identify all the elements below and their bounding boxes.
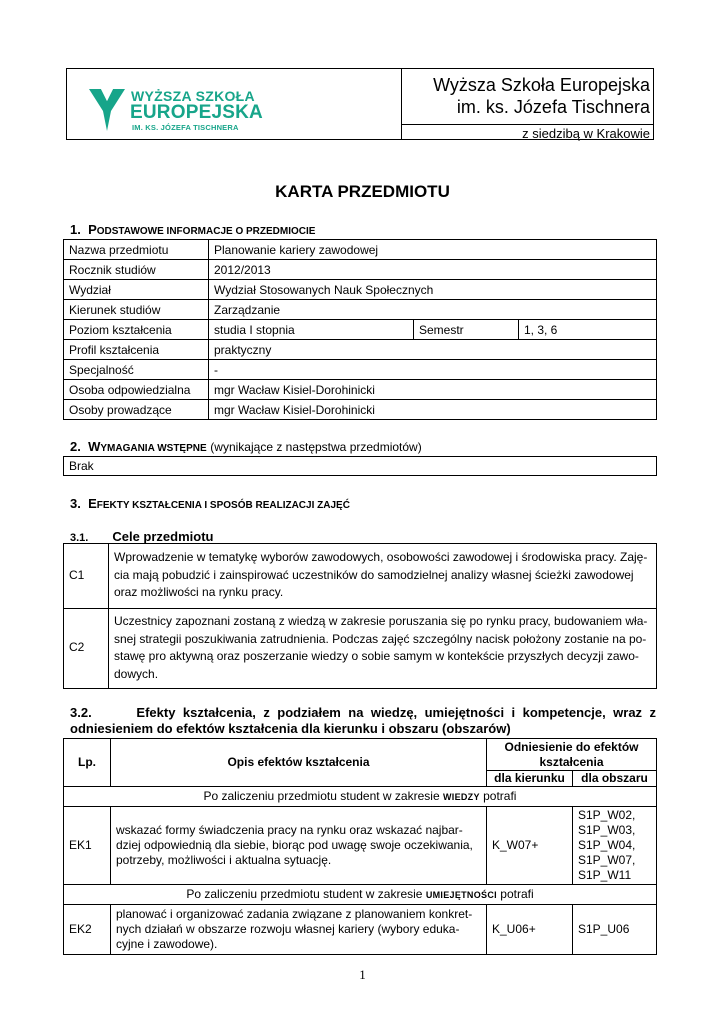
header-box	[66, 68, 654, 140]
table-row: EK1 wskazać formy świadczenia pracy na rynku oraz wskazać najbar- dziej odpowiednią dla siebie, biorąc pod uwagę swoje oczekiwania, potrzeby, możliwości i aktualna sytuację. K_W07+ S1P_W02, S1P_W03, S1P_W04, S1P_W07, S1P_W11	[64, 807, 657, 885]
outcomes-table	[63, 738, 657, 955]
logo-mark-icon	[87, 87, 127, 131]
section1-heading: 1. PODSTAWOWE INFORMACJE O PRZEDMIOCIE	[70, 222, 316, 237]
section3-heading: 3. EFEKTY KSZTAŁCENIA I SPOSÓB REALIZACJI ZAJĘĆ	[70, 496, 350, 511]
table-row: C2 Uczestnicy zapoznani zostaną z wiedzą w zakresie poruszania się po rynku pracy, budowaniem wła- snej strategii poszukiwania zatrudnienia. Podczas zajęć szczególny nacisk położony zostanie na po- stawę pro aktywną oraz poszerzanie wiedzy o sobie samym w kontekście przyszłych decyzji zawo- dowych.	[64, 609, 657, 689]
table-row: Poziom kształcenia studia I stopnia Semestr 1, 3, 6	[64, 320, 657, 340]
basic-info-table	[63, 239, 657, 420]
logo-line1: WYŻSZA SZKOŁA	[131, 88, 255, 104]
table-row: Lp. Opis efektów kształcenia Odniesienie do efektów kształcenia	[64, 739, 657, 771]
table-row: Po zaliczeniu przedmiotu student w zakresie WIEDZY potrafi	[64, 787, 657, 807]
logo	[87, 83, 287, 133]
section2-heading: 2. WYMAGANIA WSTĘPNE (wynikające z następstwa przedmiotów)	[70, 439, 422, 454]
table-row: Osoby prowadzące mgr Wacław Kisiel-Dorohinicki	[64, 400, 657, 420]
section32-heading: 3.2. Efekty kształcenia, z podziałem na wiedzę, umiejętności i kompetencje, wraz z odniesieniem do efektów kształcenia dla kierunku i obszaru (obszarów)	[70, 705, 656, 736]
university-name-line2: im. ks. Józefa Tischnera	[456, 97, 650, 117]
table-row: Wydział Wydział Stosowanych Nauk Społecznych	[64, 280, 657, 300]
goals-table	[63, 543, 657, 689]
table-row: dla kierunku dla obszaru	[64, 771, 657, 787]
table-row: Po zaliczeniu przedmiotu student w zakresie UMIEJĘTNOŚCI potrafi	[64, 885, 657, 905]
page-number: 1	[359, 967, 366, 982]
table-row: EK2 planować i organizować zadania związane z planowaniem konkret- nych działań w obszarze rozwoju własnej kariery (wybory eduka- cyjne i zawodowe). K_U06+ S1P_U06	[64, 905, 657, 955]
section31-heading: 3.1. Cele przedmiotu	[70, 529, 214, 544]
table-row: Specjalność -	[64, 360, 657, 380]
logo-line3: IM. KS. JÓZEFA TISCHNERA	[132, 123, 239, 132]
requirements-table	[63, 456, 657, 476]
table-row: Osoba odpowiedzialna mgr Wacław Kisiel-Dorohinicki	[64, 380, 657, 400]
table-row: Kierunek studiów Zarządzanie	[64, 300, 657, 320]
table-row: C1 Wprowadzenie w tematykę wyborów zawodowych, osobowości zawodowej i środowiska pracy. Zaję- cia mają pobudzić i zainspirować uczestników do samodzielnej analizy własnej ścieżki zawodowej oraz możliwości na rynku pracy.	[64, 544, 657, 609]
table-row: Nazwa przedmiotu Planowanie kariery zawodowej	[64, 240, 657, 260]
table-row: Rocznik studiów 2012/2013	[64, 260, 657, 280]
university-name-line1: Wyższa Szkoła Europejska	[433, 75, 650, 95]
table-row: Profil kształcenia praktyczny	[64, 340, 657, 360]
table-row: Brak	[64, 457, 657, 476]
university-city: z siedzibą w Krakowie	[522, 126, 650, 141]
page-title: KARTA PRZEDMIOTU	[275, 182, 450, 201]
logo-line2: EUROPEJSKA	[130, 102, 263, 123]
